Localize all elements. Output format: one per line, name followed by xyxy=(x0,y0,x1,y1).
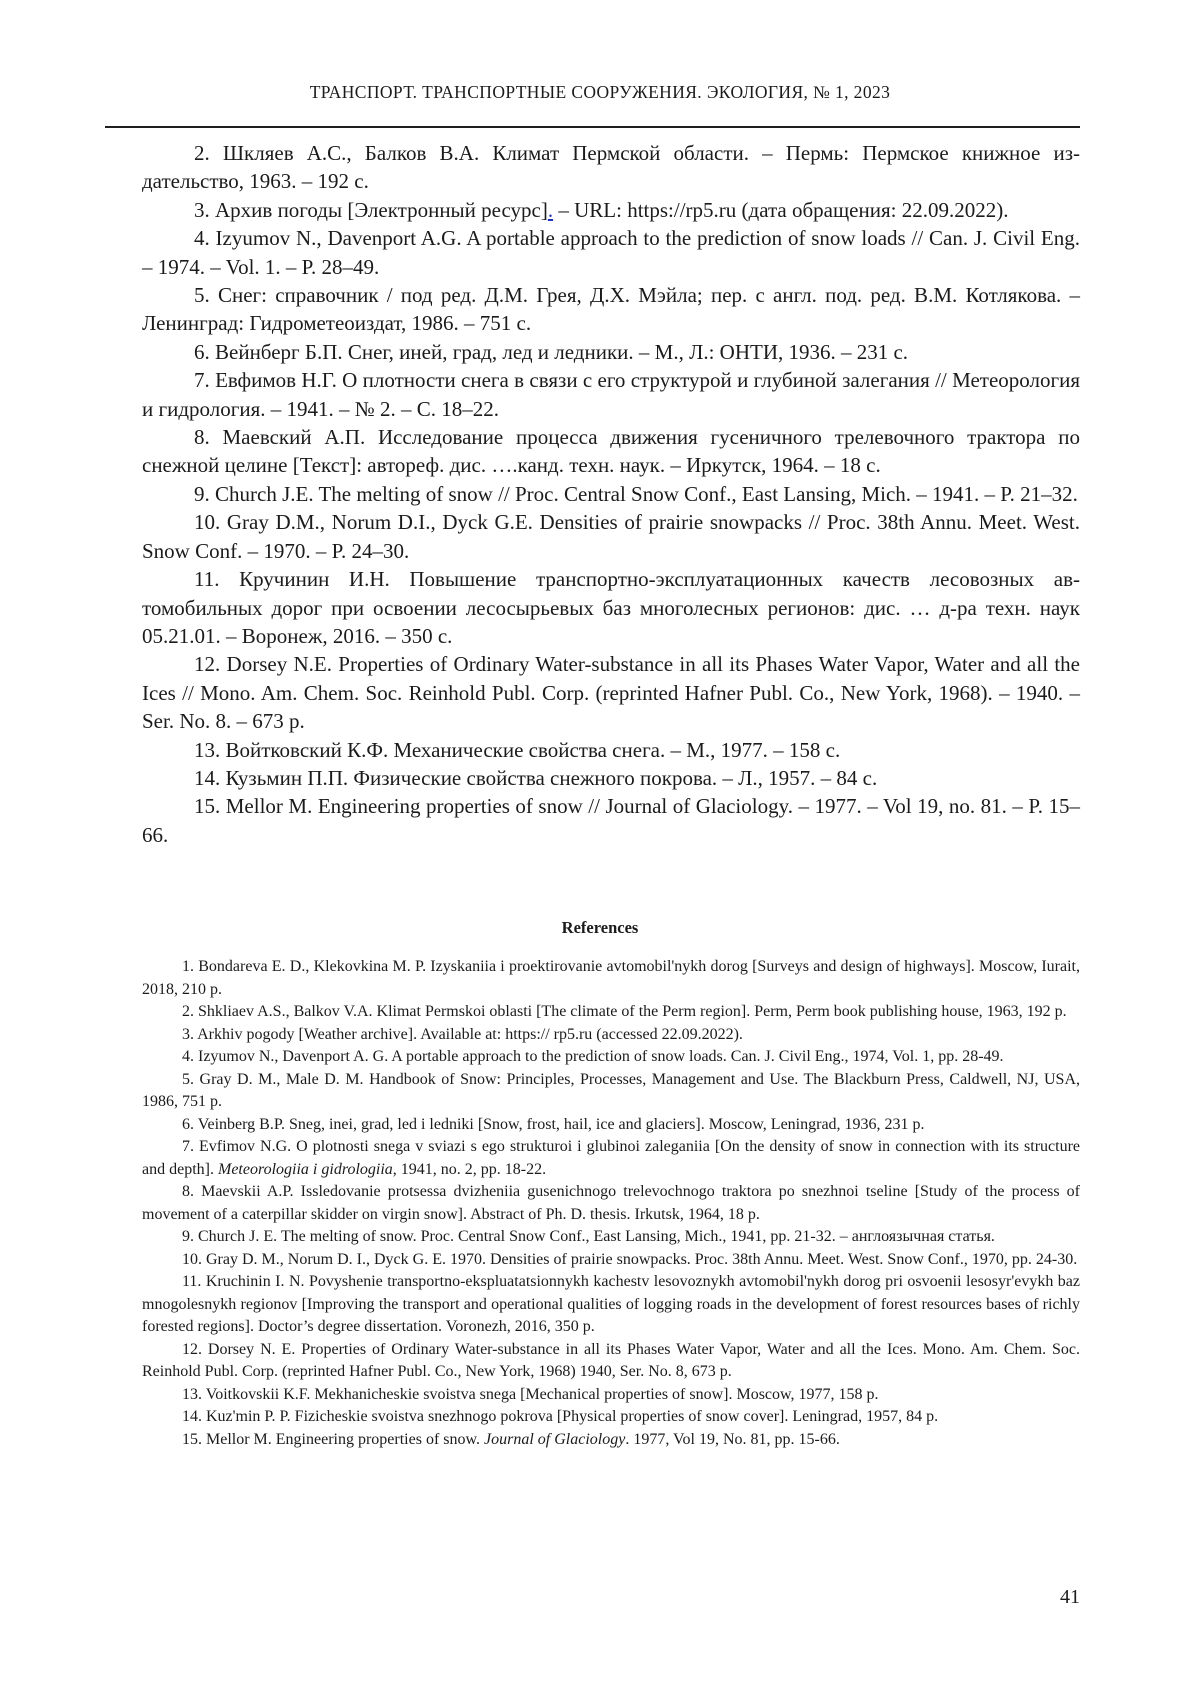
reference-item xyxy=(142,1406,1080,1429)
references-list xyxy=(142,956,1080,1451)
text-segment: . 1977, Vol 19, No. 81, pp. 15-66. xyxy=(625,1430,840,1448)
bibliography-item xyxy=(142,196,1080,224)
text-segment: 7. Evfimov N.G. O plotnosti snega v sviazi s ego strukturoi i glubinoi zaleganiia [On the density of snow in connection with its structure and depth]. xyxy=(142,1138,1080,1178)
text-segment: 14. Кузьмин П.П. Физические свойства снежного покрова. – Л., 1957. – 84 с. xyxy=(194,765,878,790)
bibliography-list xyxy=(142,139,1080,849)
text-segment: 3. Arkhiv pogody [Weather archive]. Available at: https:// rp5.ru (accessed 22.09.2022). xyxy=(182,1025,743,1043)
text-segment: 1. Bondareva E. D., Klekovkina M. P. Izyskaniia i proektirovanie avtomobil'nykh dorog [Surveys and design of highways]. Moscow, Iurait, 2018, 210 p. xyxy=(142,958,1080,998)
references-heading: References xyxy=(561,918,639,937)
text-segment: 6. Вейнберг Б.П. Снег, иней, град, лед и ледники. – М., Л.: ОНТИ, 1936. – 231 с. xyxy=(194,339,909,364)
page-number: 41 xyxy=(1060,1586,1080,1608)
text-segment: 12. Dorsey N. E. Properties of Ordinary Water-substance in all its Phases Water Vapor, Water and all the Ices. Mono. Am. Chem. Soc. Reinhold Publ. Corp. (reprinted Hafner Publ. Co., New York, 1968) 1940, Ser. No. 8, 673 p. xyxy=(142,1340,1080,1380)
reference-item xyxy=(142,1069,1080,1114)
reference-item xyxy=(142,1249,1080,1272)
bibliography-item xyxy=(142,338,1080,366)
text-segment: 5. Снег: справочник / под ред. Д.М. Грея, Д.Х. Мэйла; пер. с англ. под. ред. В.М. Котлякова. – Ленинград: Гидрометеоиздат, 1986. – 751 с. xyxy=(142,283,1080,336)
bibliography-item xyxy=(142,139,1080,196)
header-rule-divider xyxy=(105,126,1080,128)
bibliography-item xyxy=(142,565,1080,650)
bibliography-item xyxy=(142,366,1080,423)
text-segment: 11. Кручинин И.Н. Повышение транспортно-эксплуатационных качеств лесовозных автомобильных дорог при освоении лесосырьевых баз многолесных регионов: дис. … д-ра техн. наук 05.21.01. – Воронеж, 2016. – 350 с. xyxy=(142,567,1080,648)
reference-item xyxy=(142,1024,1080,1047)
text-segment: 10. Gray D. M., Norum D. I., Dyck G. E. 1970. Densities of prairie snowpacks. Proc. 38th Annu. Meet. West. Snow Conf., 1970, pp. 24-30. xyxy=(182,1250,1078,1268)
text-segment: 9. Church J.E. The melting of snow // Proc. Central Snow Conf., East Lansing, Mich. – 1941. – P. 21–32. xyxy=(194,481,1078,506)
reference-item xyxy=(142,956,1080,1001)
bibliography-item xyxy=(142,792,1080,849)
bibliography-item xyxy=(142,281,1080,338)
text-segment: 13. Войтковский К.Ф. Механические свойства снега. – М., 1977. – 158 с. xyxy=(194,737,841,762)
bibliography-item xyxy=(142,480,1080,508)
text-segment: 8. Маевский А.П. Исследование процесса движения гусеничного трелевочного трактора по снежной целине [Текст]: автореф. дис. ….канд. техн. наук. – Иркутск, 1964. – 18 с. xyxy=(142,425,1080,478)
text-segment: 5. Gray D. M., Male D. M. Handbook of Snow: Principles, Processes, Management and Use. The Blackburn Press, Caldwell, NJ, USA, 1986, 751 p. xyxy=(142,1070,1080,1110)
bibliography-item xyxy=(142,423,1080,480)
text-segment: – URL: https://rp5.ru (дата обращения: 22.09.2022). xyxy=(553,197,1009,222)
text-segment: 15. Mellor M. Engineering properties of snow // Journal of Glaciology. – 1977. – Vol 19, no. 81. – P. 15–66. xyxy=(142,794,1080,847)
reference-item xyxy=(142,1384,1080,1407)
text-segment: 10. Gray D.M., Norum D.I., Dyck G.E. Densities of prairie snowpacks // Proc. 38th Annu. Meet. West. Snow Conf. – 1970. – P. 24–30. xyxy=(142,510,1080,563)
text-segment: 12. Dorsey N.E. Properties of Ordinary Water-substance in all its Phases Water Vapor, Water and all the Ices // Mono. Am. Chem. Soc. Reinhold Publ. Corp. (reprinted Hafner Publ. Co., New York, 1968). – 1940. – Ser. No. 8. – 673 p. xyxy=(142,652,1080,734)
text-segment: 4. Izyumov N., Davenport A.G. A portable approach to the prediction of snow loads // Can. J. Civil Eng. – 1974. – Vol. 1. – P. 28–49. xyxy=(142,226,1080,279)
text-segment: 14. Kuz'min P. P. Fizicheskie svoistva snezhnogo pokrova [Physical properties of snow cover]. Leningrad, 1957, 84 p. xyxy=(182,1408,939,1425)
text-segment: 8. Maevskii A.P. Issledovanie protsessa dvizheniia gusenichnogo trelevochnogo traktora po snezhnoi tseline [Study of the process of movement of a caterpillar skidder on virgin snow]. Abstract of Ph. D. thesis. Irkutsk, 1964, 18 p. xyxy=(142,1183,1080,1223)
text-segment: 2. Шкляев А.С., Балков В.А. Климат Пермской области. – Пермь: Пермское книжное издательство, 1963. – 192 с. xyxy=(142,141,1080,194)
reference-item xyxy=(142,1136,1080,1181)
text-segment: 9. Church J. E. The melting of snow. Proc. Central Snow Conf., East Lansing, Mich., 1941, pp. 21-32. – англоязычная статья. xyxy=(182,1228,995,1245)
text-segment: 15. Mellor M. Engineering properties of snow. xyxy=(182,1430,485,1448)
bibliography-item xyxy=(142,764,1080,792)
reference-item xyxy=(142,1429,1080,1452)
text-segment: 3. Архив погоды [Электронный ресурс] xyxy=(194,197,548,222)
reference-item xyxy=(142,1046,1080,1069)
hyperlink-fragment[interactable]: . xyxy=(547,197,554,222)
reference-item xyxy=(142,1114,1080,1137)
reference-item xyxy=(142,1181,1080,1226)
bibliography-item xyxy=(142,508,1080,565)
text-segment: 6. Veinberg B.P. Sneg, inei, grad, led i ledniki [Snow, frost, hail, ice and glaciers]. Moscow, Leningrad, 1936, 231 p. xyxy=(182,1115,925,1133)
text-segment: , 1941, no. 2, pp. 18-22. xyxy=(392,1160,547,1178)
reference-item xyxy=(142,1226,1080,1249)
text-segment: 13. Voitkovskii K.F. Mekhanicheskie svoistva snega [Mechanical properties of snow]. Moscow, 1977, 158 p. xyxy=(182,1385,879,1403)
journal-header: ТРАНСПОРТ. ТРАНСПОРТНЫЕ СООРУЖЕНИЯ. ЭКОЛОГИЯ, № 1, 2023 xyxy=(309,82,891,102)
text-segment: 2. Shkliaev A.S., Balkov V.A. Klimat Permskoi oblasti [The climate of the Perm region]. Perm, Perm book publishing house, 1963, 192 p. xyxy=(182,1003,1067,1020)
text-segment: 4. Izyumov N., Davenport A. G. A portable approach to the prediction of snow loads. Can. J. Civil Eng., 1974, Vol. 1, pp. 28-49. xyxy=(182,1048,1004,1065)
text-segment: 11. Kruchinin I. N. Povyshenie transportno-ekspluatatsionnykh kachestv lesovoznykh avtomobil'nykh dorog pri osvoenii lesosyr'evykh baz mnogolesnykh regionov [Improving the transport and operational qualities of logging roads in the development of forest resources bases of richly forested regions]. Doctor’s degree dissertation. Voronezh, 2016, 350 p. xyxy=(142,1273,1080,1335)
reference-item xyxy=(142,1339,1080,1384)
text-segment: 7. Евфимов Н.Г. О плотности снега в связи с его структурой и глубиной залегания // Метеорология и гидрология. – 1941. – № 2. – С. 18–22. xyxy=(142,368,1080,421)
journal-title-italic: Journal of Glaciology xyxy=(484,1430,626,1448)
journal-title-italic: Meteorologiia i gidrologiia xyxy=(217,1160,393,1178)
bibliography-item xyxy=(142,736,1080,764)
reference-item xyxy=(142,1271,1080,1339)
bibliography-item xyxy=(142,224,1080,281)
bibliography-item xyxy=(142,650,1080,735)
reference-item xyxy=(142,1001,1080,1024)
